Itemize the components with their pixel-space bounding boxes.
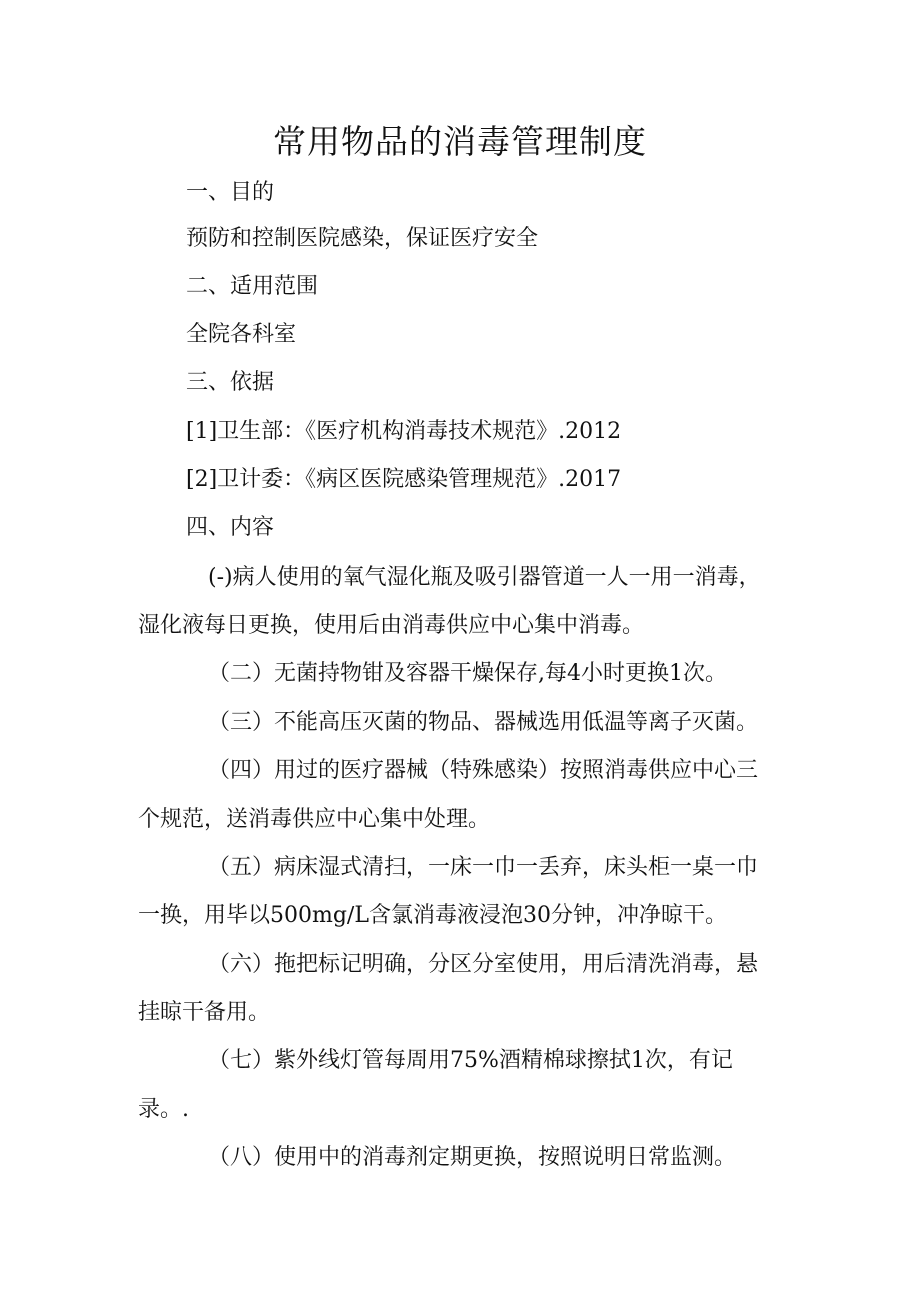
reference-item-2: [2]卫计委：《病区医院感染管理规范》.2017 (186, 467, 622, 492)
content-item-7-line2: 录。. (138, 1097, 189, 1122)
section-heading-purpose: 一、目的 (186, 180, 275, 205)
section-heading-basis: 三、依据 (186, 370, 275, 395)
content-item-1-line2: 湿化液每日更换，使用后由消毒供应中心集中消毒。 (138, 613, 645, 638)
reference-item-1: [1]卫生部：《医疗机构消毒技术规范》.2012 (186, 419, 622, 444)
content-item-4-line1: （四）用过的医疗器械（特殊感染）按照消毒供应中心三 (208, 758, 759, 783)
content-item-1-line1: (-)病人使用的氧气湿化瓶及吸引器管道一人一用一消毒， (208, 565, 761, 590)
document-title: 常用物品的消毒管理制度 (273, 122, 647, 161)
content-item-5-line2: 一换，用毕以500mg∕L含氯消毒液浸泡30分钟，冲净晾干。 (138, 903, 727, 928)
content-item-6-line1: （六）拖把标记明确，分区分室使用，用后清洗消毒，悬 (208, 952, 759, 977)
content-item-2: （二）无菌持物钳及容器干燥保存,每4小时更换1次。 (208, 661, 727, 686)
content-item-6-line2: 挂晾干备用。 (138, 1000, 271, 1025)
section-heading-scope: 二、适用范围 (186, 274, 319, 299)
content-item-4-line2: 个规范，送消毒供应中心集中处理。 (138, 807, 491, 832)
content-item-5-line1: （五）病床湿式清扫，一床一巾一丢弃，床头柜一桌一巾 (208, 855, 759, 880)
scope-text: 全院各科室 (186, 322, 297, 347)
content-item-3: （三）不能高压灭菌的物品、器械选用低温等离子灭菌。 (208, 710, 759, 735)
content-item-7-line1: （七）紫外线灯管每周用75%酒精棉球擦拭1次，有记 (208, 1048, 733, 1073)
content-item-8: （八）使用中的消毒剂定期更换，按照说明日常监测。 (208, 1145, 737, 1170)
purpose-text: 预防和控制医院感染，保证医疗安全 (186, 226, 539, 251)
section-heading-content: 四、内容 (186, 515, 275, 540)
